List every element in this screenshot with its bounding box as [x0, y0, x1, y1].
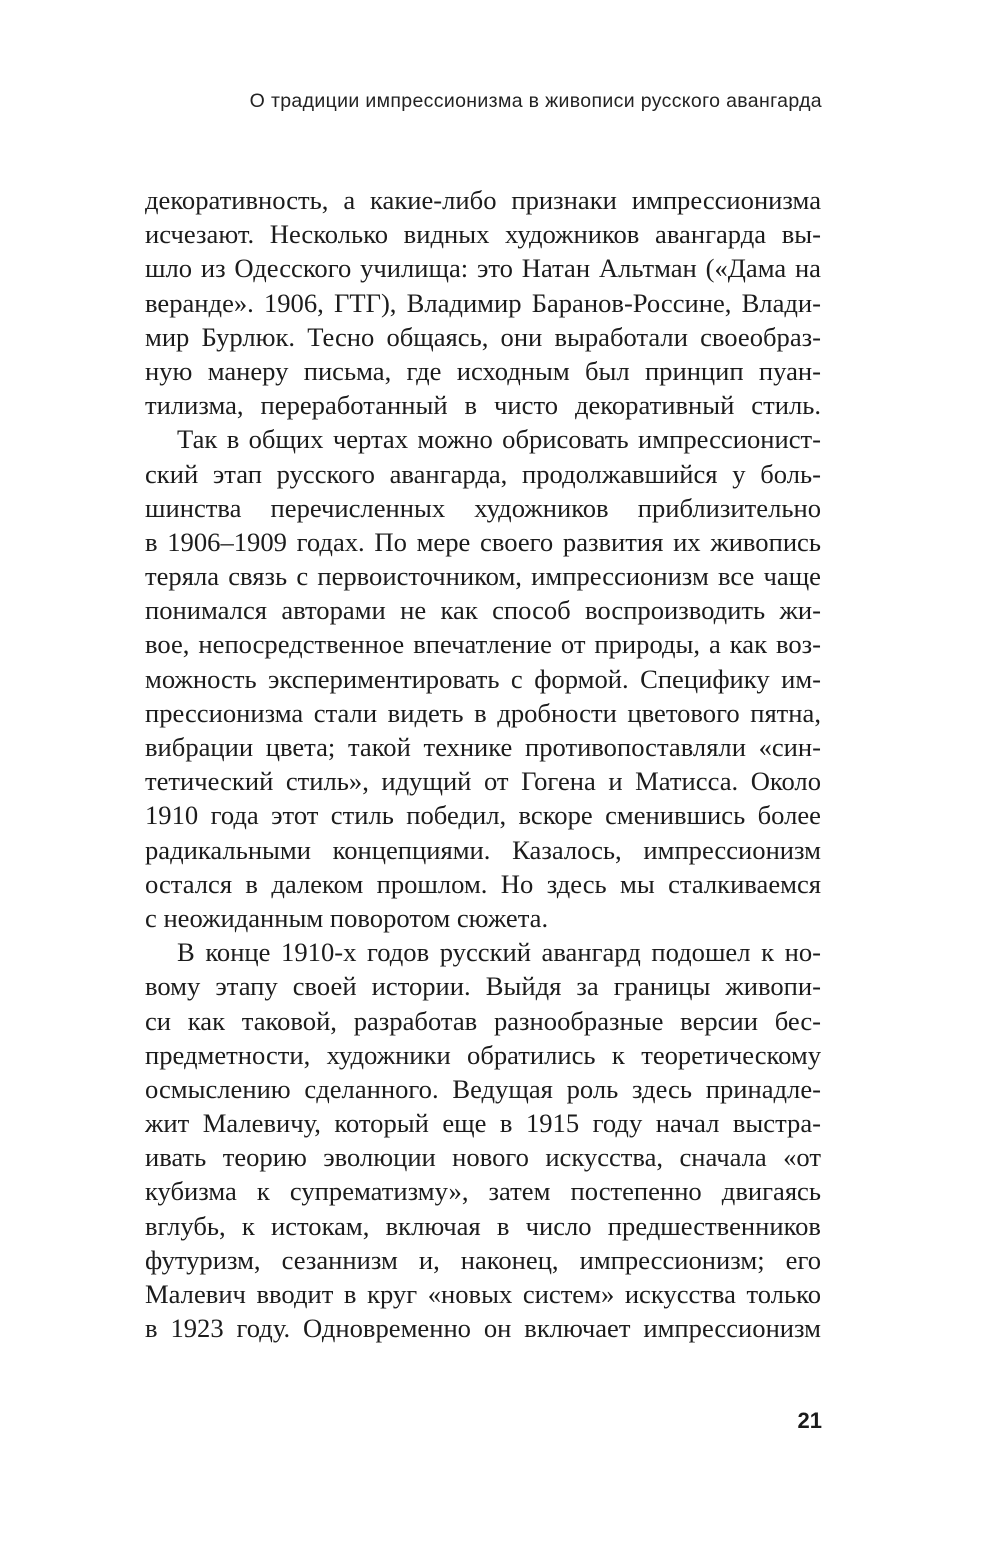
text-line: можность экспериментировать с формой. Специфику им- — [145, 663, 821, 694]
text-line: вое, непосредственное впечатление от природы, а как воз- — [145, 629, 821, 660]
text-line: тетический стиль», идущий от Гогена и Матисса. Около — [145, 766, 821, 797]
paragraph — [145, 183, 821, 422]
text-line: понимался авторами не как способ воспроизводить жи- — [145, 595, 821, 626]
text-line: прессионизма стали видеть в дробности цветового пятна, — [145, 697, 821, 728]
body-text — [145, 183, 821, 1345]
text-line: 1910 года этот стиль победил, вскоре сменившись более — [145, 800, 821, 831]
text-line: теряла связь с первоисточником, импрессионизм все чаще — [145, 561, 821, 592]
text-line: шинства перечисленных художников приблизительно — [145, 492, 821, 523]
text-line: вглубь, к истокам, включая в число предшественников — [145, 1210, 821, 1241]
text-line: исчезают. Несколько видных художников авангарда вы- — [145, 219, 821, 250]
text-line: ную манеру письма, где исходным был принцип пуан- — [145, 355, 821, 386]
text-line: шло из Одесского училища: это Натан Альтман («Дама на — [145, 253, 821, 284]
text-line: тилизма, переработанный в чисто декоративный стиль. — [145, 390, 821, 421]
running-head: О традиции импрессионизма в живописи русского авангарда — [249, 90, 822, 112]
text-line: в 1923 году. Одновременно он включает импрессионизм — [145, 1313, 821, 1344]
paragraph — [145, 422, 821, 935]
text-line: предметности, художники обратились к теоретическому — [145, 1039, 821, 1070]
text-line: вибрации цвета; такой технике противопоставляли «син- — [145, 732, 821, 762]
text-line: в 1906–1909 годах. По мере своего развития их живопись — [145, 526, 821, 557]
text-line: Так в общих чертах можно обрисовать импрессионист- — [177, 424, 821, 455]
text-line: ивать теорию эволюции нового искусства, сначала «от — [145, 1142, 821, 1173]
text-line: В конце 1910-х годов русский авангард подошел к но- — [177, 937, 821, 968]
text-line: Малевич вводит в круг «новых систем» искусства только — [145, 1279, 821, 1309]
page-number: 21 — [797, 1408, 822, 1433]
paragraph — [145, 935, 821, 1345]
text-line: декоративность, а какие-либо признаки импрессионизма — [145, 185, 821, 215]
text-line: футуризм, сезаннизм и, наконец, импрессионизм; его — [145, 1244, 821, 1275]
text-line: осмыслению сделанного. Ведущая роль здесь принадле- — [145, 1073, 821, 1104]
text-line: кубизма к супрематизму», затем постепенно двигаясь — [145, 1176, 821, 1207]
text-line: радикальными концепциями. Казалось, импрессионизм — [145, 834, 821, 865]
text-line: веранде». 1906, ГТГ), Владимир Баранов-Россине, Влади- — [145, 287, 821, 318]
text-line: с неожиданным поворотом сюжета. — [145, 902, 549, 933]
text-line: ский этап русского авангарда, продолжавшийся у боль- — [145, 458, 821, 489]
text-line: вому этапу своей истории. Выйдя за границы живопи- — [145, 971, 821, 1002]
text-line: жит Малевичу, который еще в 1915 году начал выстра- — [145, 1108, 821, 1139]
text-line: мир Бурлюк. Тесно общаясь, они выработали своеобраз- — [145, 321, 821, 352]
text-line: си как таковой, разработав разнообразные версии бес- — [145, 1005, 821, 1036]
text-line: остался в далеком прошлом. Но здесь мы сталкиваемся — [145, 868, 821, 899]
